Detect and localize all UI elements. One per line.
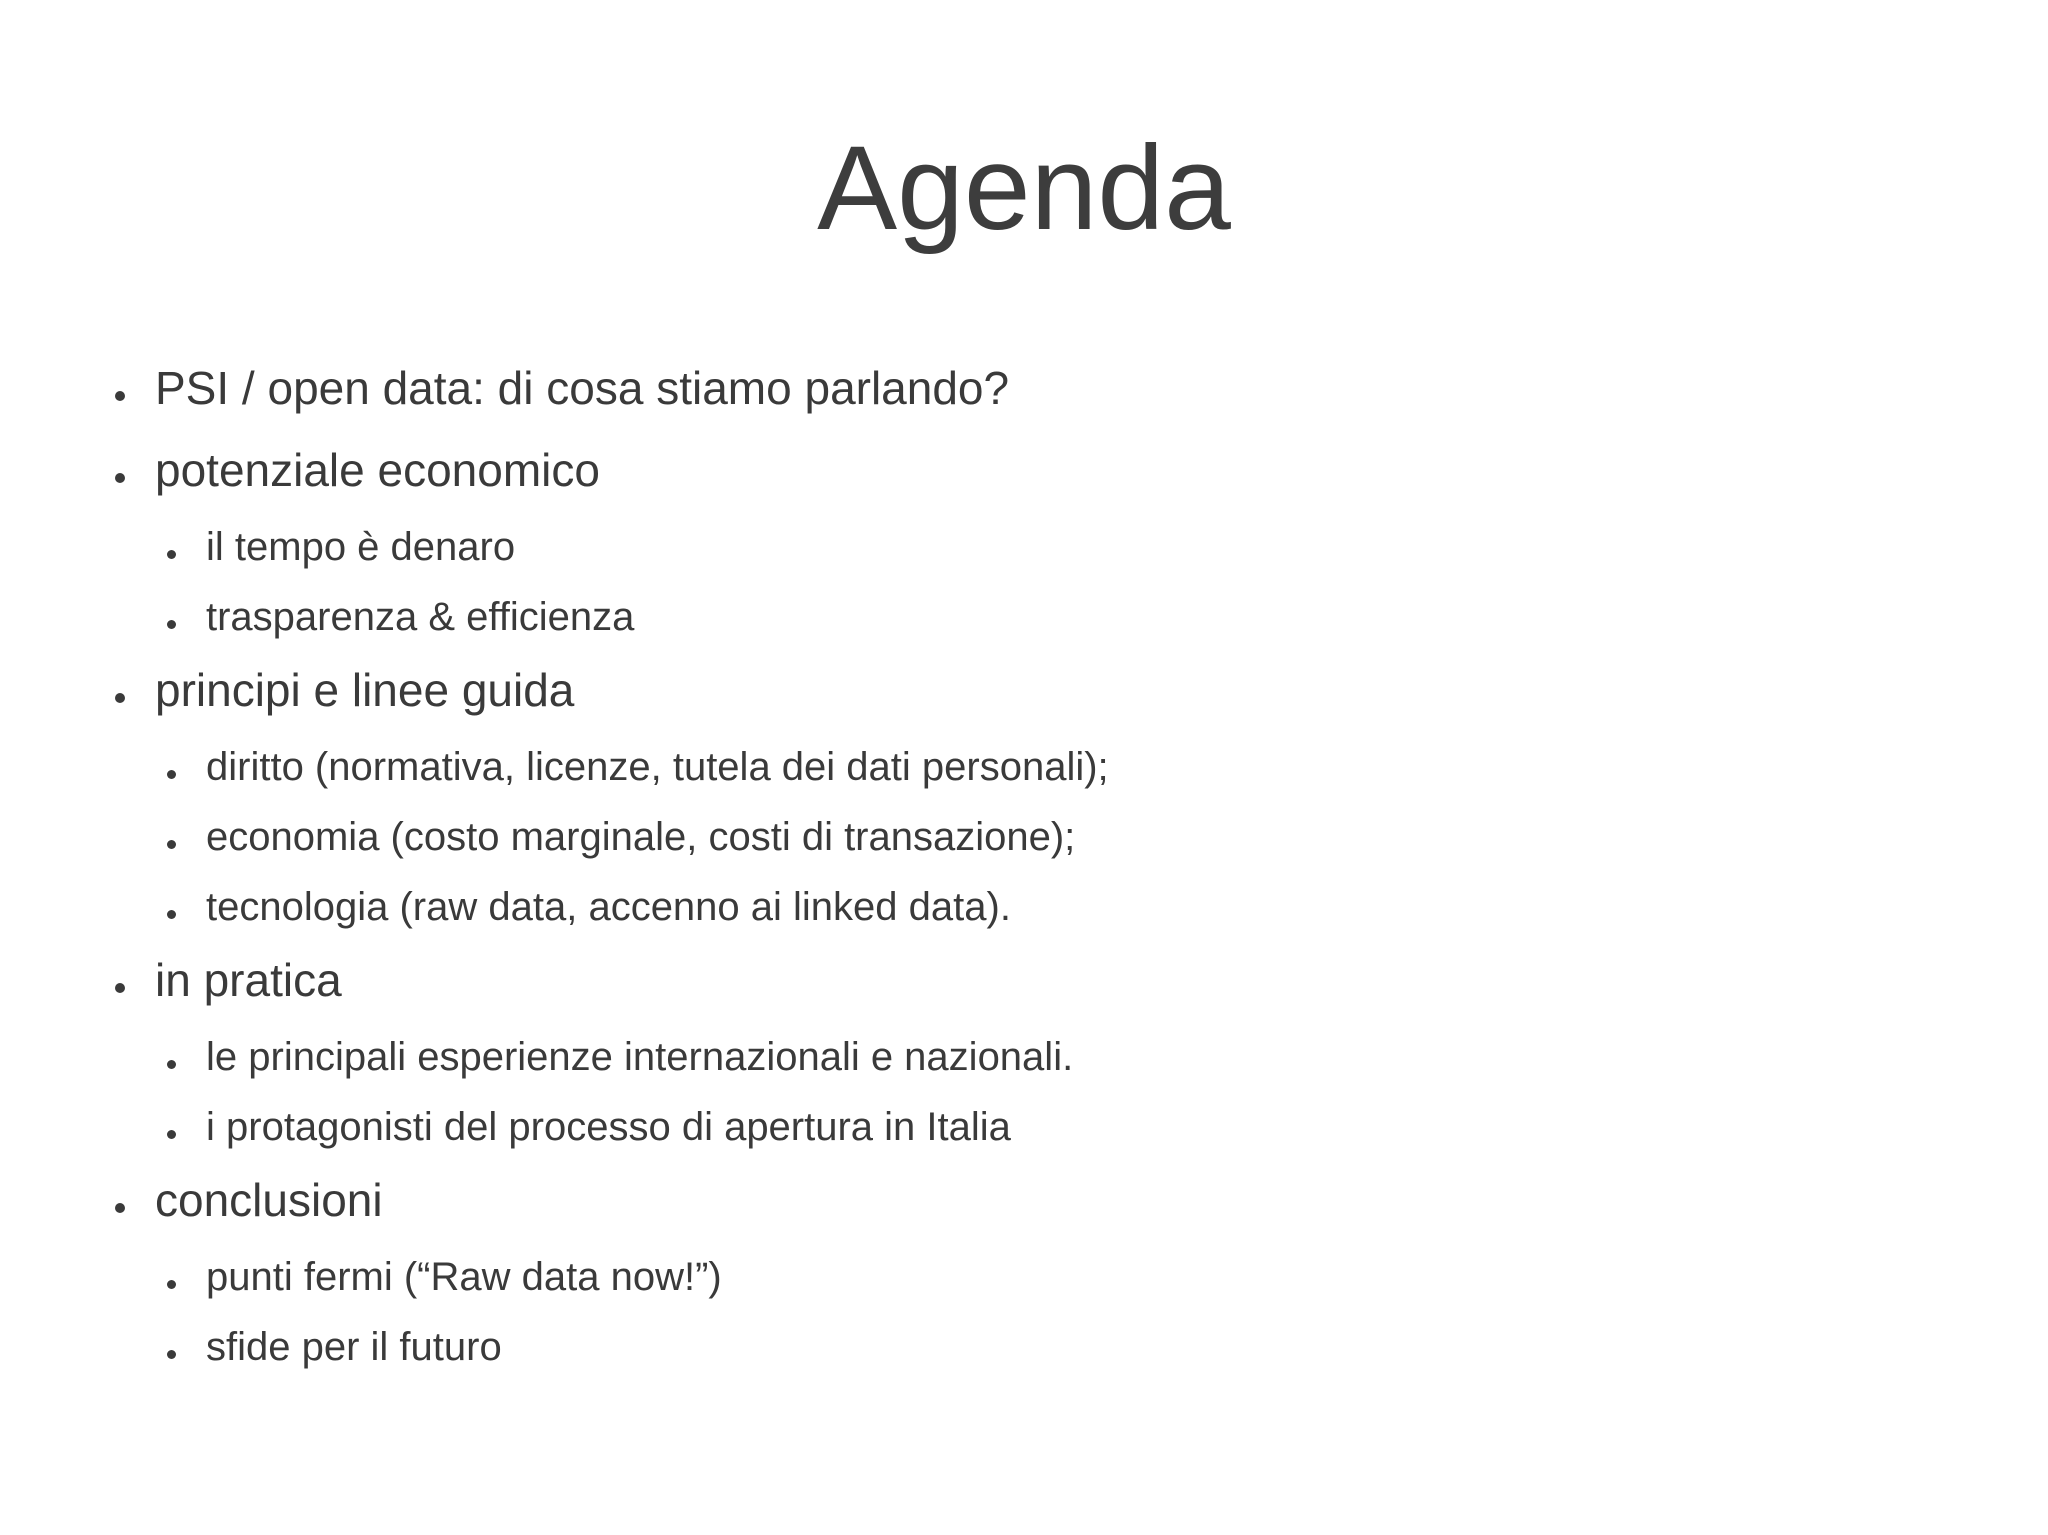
agenda-subitem-text: economia (costo marginale, costi di transazione); — [206, 815, 1076, 859]
bullet-icon — [115, 1203, 125, 1213]
agenda-item-text: potenziale economico — [155, 444, 600, 496]
bullet-icon — [167, 840, 176, 849]
bullet-icon — [167, 620, 176, 629]
bullet-icon — [167, 1350, 176, 1359]
bullet-icon — [115, 983, 125, 993]
agenda-item-text: conclusioni — [155, 1174, 383, 1226]
agenda-subitem-text: sfide per il futuro — [206, 1325, 502, 1369]
agenda-item-text: principi e linee guida — [155, 664, 575, 716]
agenda-item-text: PSI / open data: di cosa stiamo parlando? — [155, 362, 1010, 414]
bullet-icon — [167, 1130, 176, 1139]
agenda-item-text: in pratica — [155, 954, 342, 1006]
bullet-icon — [167, 910, 176, 919]
bullet-icon — [167, 1280, 176, 1289]
bullet-icon — [115, 693, 125, 703]
agenda-subitem-text: le principali esperienze internazionali e nazionali. — [206, 1035, 1074, 1079]
agenda-subitem-text: diritto (normativa, licenze, tutela dei dati personali); — [206, 745, 1109, 789]
bullet-icon — [167, 770, 176, 779]
slide-title: Agenda — [817, 121, 1231, 255]
agenda-subitem-text: i protagonisti del processo di apertura in Italia — [206, 1105, 1011, 1149]
agenda-subitem-text: trasparenza & efficienza — [206, 595, 635, 639]
agenda-subitem-text: il tempo è denaro — [206, 525, 516, 569]
agenda-subitem-text: tecnologia (raw data, accenno ai linked data). — [206, 885, 1011, 929]
agenda-subitem-text: punti fermi (“Raw data now!”) — [206, 1255, 722, 1299]
bullet-icon — [167, 550, 176, 559]
bullet-icon — [115, 473, 125, 483]
bullet-icon — [167, 1060, 176, 1069]
bullet-icon — [115, 391, 125, 401]
